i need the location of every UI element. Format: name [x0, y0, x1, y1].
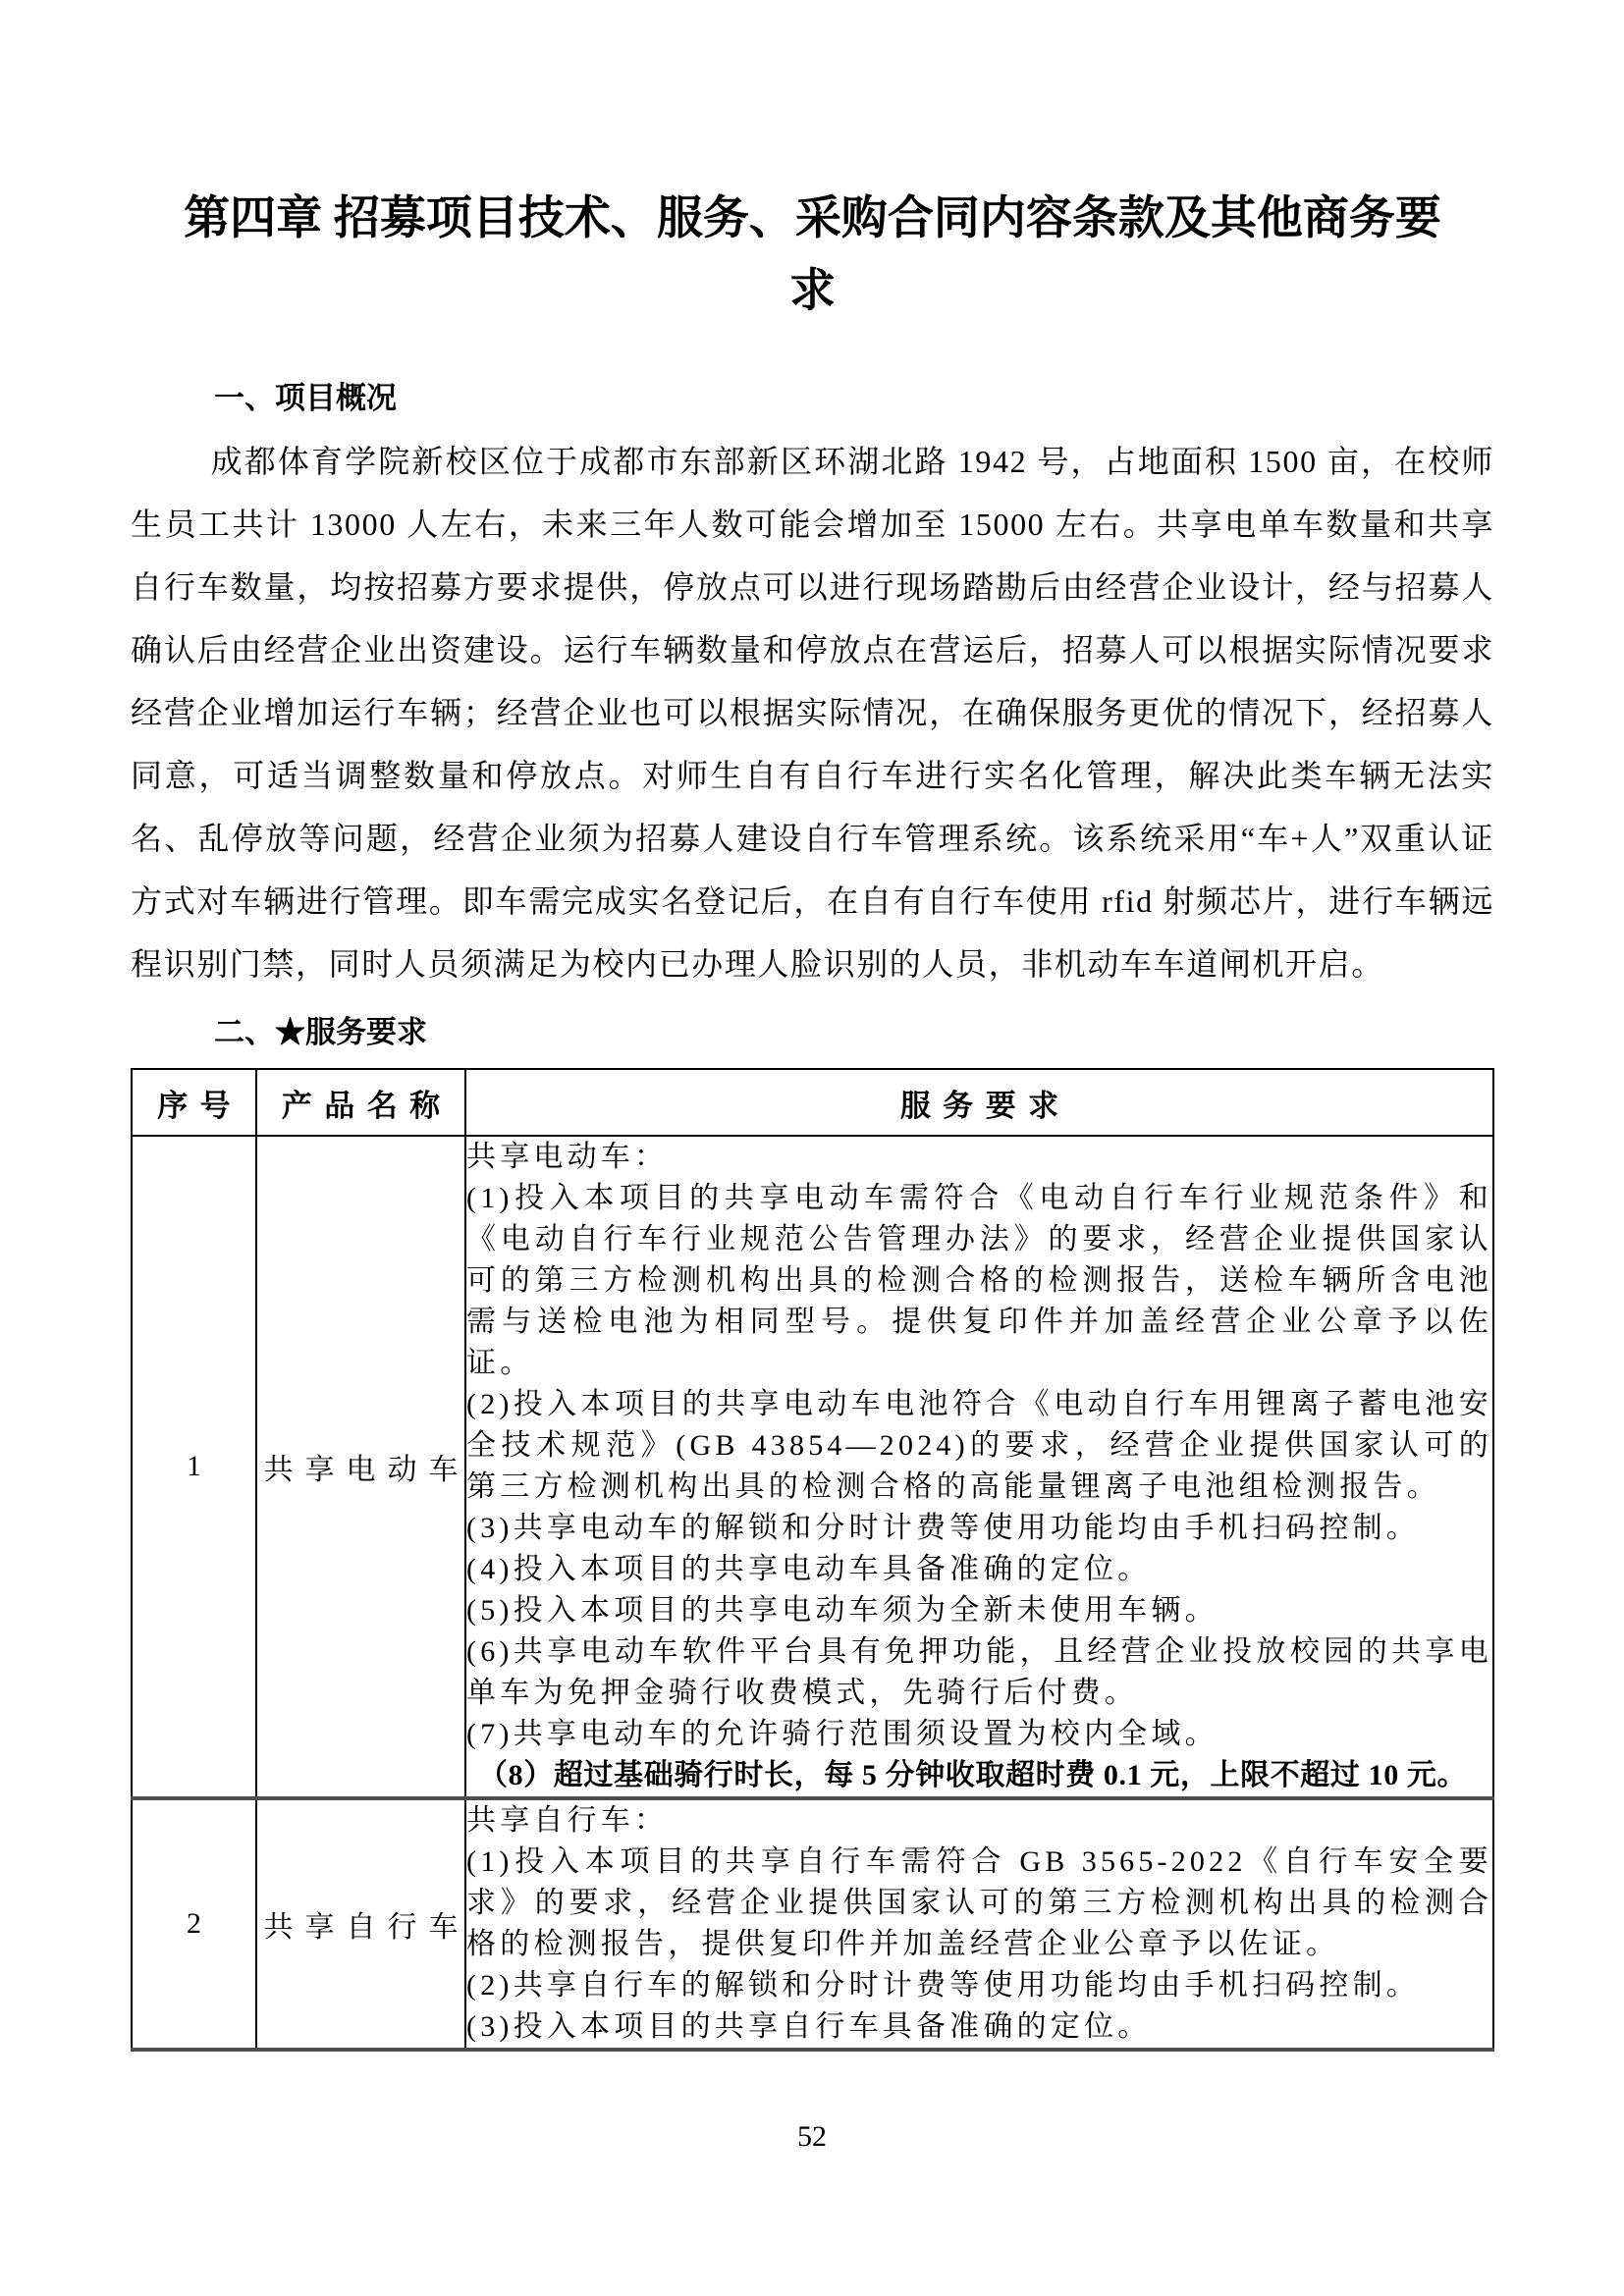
table-row — [132, 1798, 1493, 2050]
requirement-item: (3)投入本项目的共享自行车具备准确的定位。 — [466, 2010, 1152, 2043]
requirement-item: (6)共享电动车软件平台具有免押功能，且经营企业投放校园的共享电单车为免押金骑行收费模式，先骑行后付费。 — [466, 1635, 1492, 1709]
requirement-item: (7)共享电动车的允许骑行范围须设置为校内全域。 — [466, 1718, 1218, 1750]
requirement-intro: 共享自行车： — [466, 1804, 669, 1837]
requirement-intro: 共享电动车： — [466, 1141, 669, 1173]
section-1-heading: 一、项目概况 — [214, 381, 397, 415]
header-cell-product-name-label: 产品名称 — [281, 1088, 453, 1123]
cell-requirements — [465, 1798, 1493, 2050]
chapter-title — [131, 183, 1494, 328]
section-2-heading: 二、★服务要求 — [214, 1015, 427, 1049]
requirement-item: (1)投入本项目的共享自行车需符合 GB 3565-2022《自行车安全要求》的要求，经营企业提供国家认可的第三方检测机构出具的检测合格的检测报告，提供复印件并加盖经营企业公章予以佐证。 — [466, 1845, 1492, 1960]
requirement-item: (3)共享电动车的解锁和分时计费等使用功能均由手机扫码控制。 — [466, 1512, 1420, 1544]
requirement-item: (2)投入本项目的共享电动车电池符合《电动自行车用锂离子蓄电池安全技术规范》(GB 43854—2024)的要求，经营企业提供国家认可的第三方检测机构出具的检测合格的高能量锂离子电池组检测报告。 — [466, 1388, 1492, 1503]
table-header-row — [132, 1069, 1493, 1136]
table-row — [132, 1136, 1493, 1798]
product-name-label: 共享电动车 — [263, 1454, 470, 1486]
page-number: 52 — [797, 2120, 827, 2153]
cell-index: 1 — [132, 1136, 256, 1798]
header-cell-index-label: 序号 — [157, 1088, 244, 1123]
cell-product-name — [256, 1798, 470, 2050]
cell-requirements — [465, 1136, 1493, 1798]
service-requirements-table — [131, 1068, 1494, 2052]
product-name-label: 共享自行车 — [263, 1911, 470, 1944]
chapter-title-line2: 求 — [789, 266, 836, 317]
header-cell-service-requirements-label: 服务要求 — [899, 1088, 1071, 1123]
header-cell-index — [132, 1069, 256, 1136]
header-cell-product-name — [256, 1069, 465, 1136]
header-cell-service-requirements — [465, 1069, 1493, 1136]
requirement-item: (5)投入本项目的共享电动车须为全新未使用车辆。 — [466, 1594, 1218, 1627]
requirement-item-bold: （8）超过基础骑行时长，每 5 分钟收取超时费 0.1 元，上限不超过 10 元。 — [478, 1759, 1468, 1791]
requirement-item: (4)投入本项目的共享电动车具备准确的定位。 — [466, 1553, 1152, 1585]
cell-index: 2 — [132, 1798, 256, 2050]
requirement-item: (2)共享自行车的解锁和分时计费等使用功能均由手机扫码控制。 — [466, 1969, 1420, 2002]
requirement-item: (1)投入本项目的共享电动车需符合《电动自行车行业规范条件》和《电动自行车行业规范公告管理办法》的要求，经营企业提供国家认可的第三方检测机构出具的检测合格的检测报告，送检车辆所含电池需与送检电池为相同型号。提供复印件并加盖经营企业公章予以佐证。 — [466, 1182, 1492, 1379]
project-overview-paragraph: 成都体育学院新校区位于成都市东部新区环湖北路 1942 号，占地面积 1500 亩，在校师生员工共计 13000 人左右，未来三年人数可能会增加至 15000 左右。共享电单车数量和共享自行车数量，均按招募方要求提供，停放点可以进行现场踏勘后由经营企业设计，经与招募人确认后由经营企业出资建设。运行车辆数量和停放点在营运后，招募人可以根据实际情况要求经营企业增加运行车辆；经营企业也可以根据实际情况，在确保服务更优的情况下，经招募人同意，可适当调整数量和停放点。对师生自有自行车进行实名化管理，解决此类车辆无法实名、乱停放等问题，经营企业须为招募人建设自行车管理系统。该系统采用“车+人”双重认证方式对车辆进行管理。即车需完成实名登记后，在自有自行车使用 rfid 射频芯片，进行车辆远程识别门禁，同时人员须满足为校内已办理人脸识别的人员，非机动车车道闸机开启。 — [131, 444, 1494, 982]
chapter-title-line1: 第四章 招募项目技术、服务、采购合同内容条款及其他商务要 — [184, 193, 1441, 244]
cell-product-name — [256, 1136, 470, 1798]
